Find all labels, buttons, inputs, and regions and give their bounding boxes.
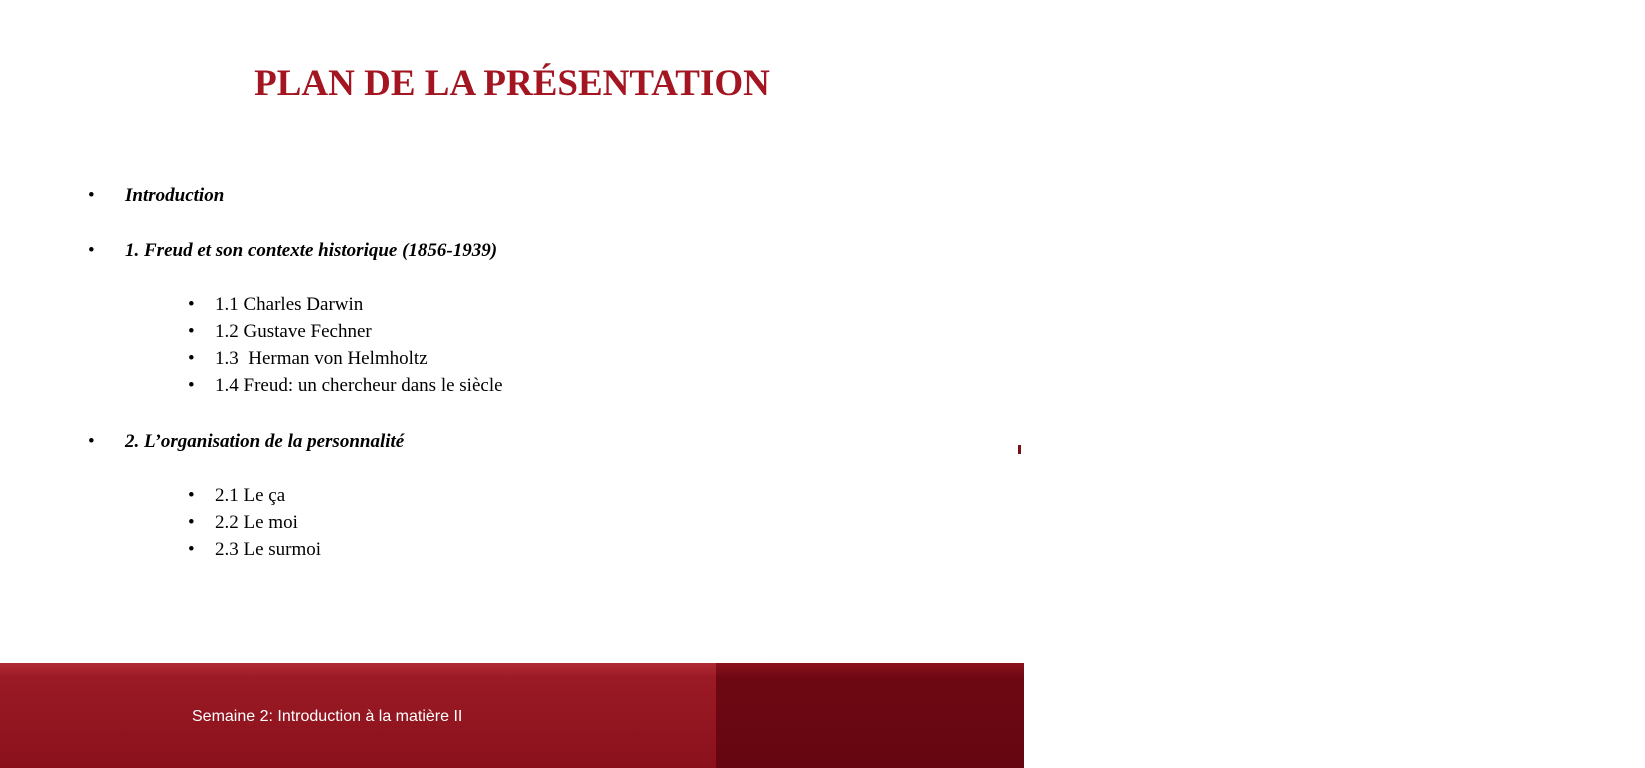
footer-left-band bbox=[0, 663, 716, 768]
outline-item-label: 1.1 Charles Darwin bbox=[215, 294, 364, 315]
outline-item-section-2 bbox=[88, 430, 405, 454]
bullet: • bbox=[188, 512, 195, 533]
outline-subitem-2-3 bbox=[188, 538, 322, 562]
outline-item-label: 2.2 Le moi bbox=[215, 512, 298, 533]
bullet: • bbox=[88, 240, 95, 261]
outline-subitem-2-2 bbox=[188, 511, 298, 535]
outline-item-label: 1.4 Freud: un chercheur dans le siècle bbox=[215, 375, 503, 396]
bullet: • bbox=[188, 539, 195, 560]
outline-item-label: 2. L’organisation de la personnalité bbox=[125, 431, 405, 452]
footer-right-band bbox=[716, 663, 1645, 768]
bullet: • bbox=[188, 294, 195, 315]
bullet: • bbox=[188, 485, 195, 506]
outline-item-label: 2.3 Le surmoi bbox=[215, 539, 322, 560]
logo-wordmark: uOttawa bbox=[1555, 705, 1645, 734]
slide-footer bbox=[0, 663, 1645, 768]
outline-item-section-1 bbox=[88, 239, 498, 263]
slide-title: PLAN DE LA PRÉSENTATION bbox=[254, 63, 770, 104]
outline-item-label: 1.3 Herman von Helmholtz bbox=[215, 348, 428, 369]
bullet: • bbox=[88, 185, 95, 206]
outline-subitem-1-2 bbox=[188, 320, 372, 344]
outline-subitem-2-1 bbox=[188, 484, 286, 508]
bullet: • bbox=[188, 348, 195, 369]
bullet: • bbox=[88, 431, 95, 452]
outline-item-introduction bbox=[88, 184, 225, 208]
bullet: • bbox=[188, 375, 195, 396]
outline-subitem-1-4 bbox=[188, 374, 503, 398]
outline-item-label: Introduction bbox=[125, 185, 225, 206]
footer-caption: Semaine 2: Introduction à la matière II bbox=[192, 708, 463, 725]
outline-item-label: 1. Freud et son contexte historique (1856-1939) bbox=[125, 240, 498, 261]
outline-item-label: 1.2 Gustave Fechner bbox=[215, 321, 372, 342]
university-building-icon bbox=[1509, 705, 1547, 743]
outline-item-label: 2.1 Le ça bbox=[215, 485, 286, 506]
outline-subitem-1-1 bbox=[188, 293, 364, 317]
bullet: • bbox=[188, 321, 195, 342]
stray-mark bbox=[1018, 445, 1021, 454]
outline-subitem-1-3 bbox=[188, 347, 428, 371]
